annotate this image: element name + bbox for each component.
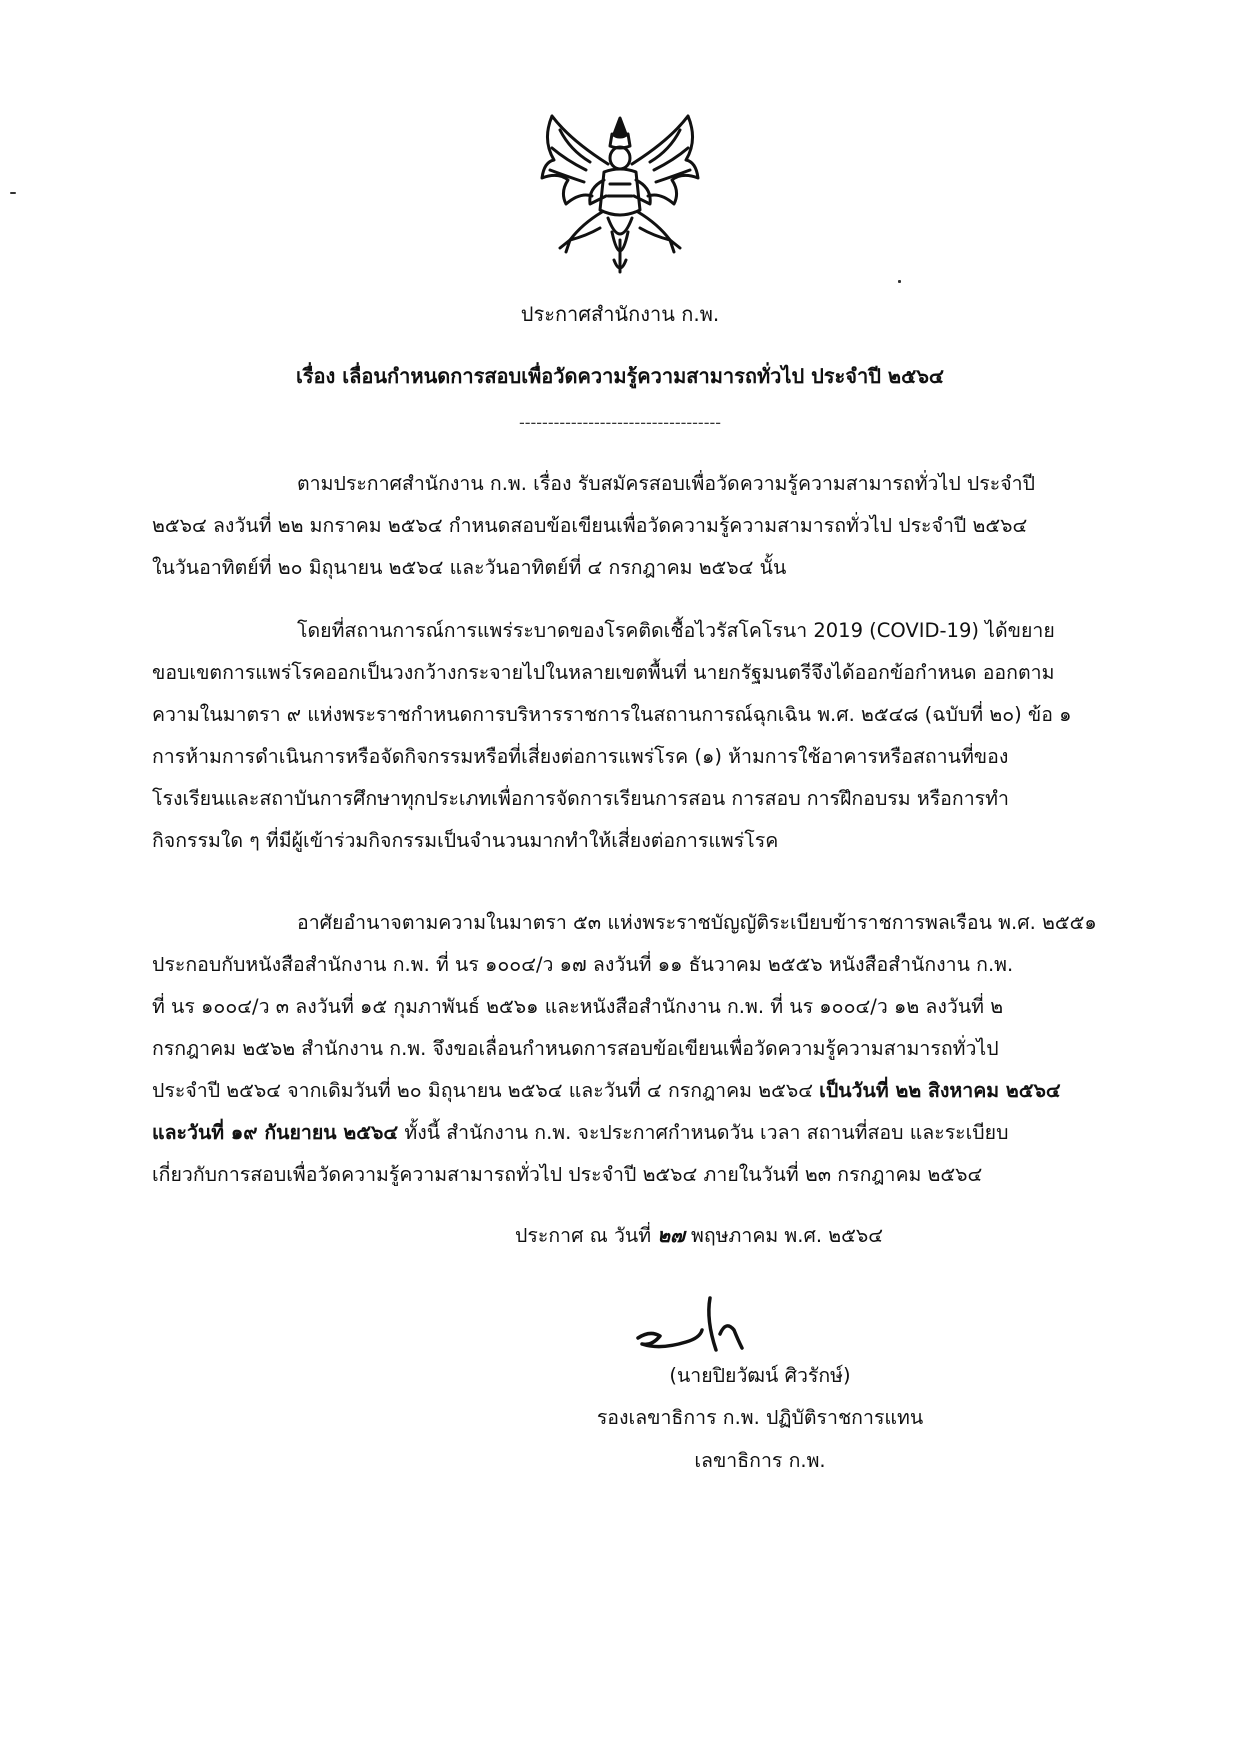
- paragraph-line: ๒๕๖๔ ลงวันที่ ๒๒ มกราคม ๒๕๖๔ กำหนดสอบข้อเขียนเพื่อวัดความรู้ความสามารถทั่วไป ประจำปี ๒๕๖๔: [152, 514, 1028, 537]
- announcement-date: [515, 1220, 883, 1251]
- scan-speck: [898, 280, 901, 283]
- paragraph-original-announcement: [152, 463, 1098, 589]
- garuda-emblem-icon: [530, 100, 710, 280]
- paragraph-covid-situation: [152, 610, 1098, 862]
- scan-speck: [10, 192, 16, 194]
- paragraph-line: กิจกรรมใด ๆ ที่มีผู้เข้าร่วมกิจกรรมเป็นจำนวนมากทำให้เสี่ยงต่อการแพร่โรค: [152, 829, 779, 852]
- paragraph-line: ตามประกาศสำนักงาน ก.พ. เรื่อง รับสมัครสอบเพื่อวัดความรู้ความสามารถทั่วไป ประจำปี: [297, 472, 1035, 495]
- document-title: ประกาศสำนักงาน ก.พ.: [520, 302, 720, 326]
- paragraph-line: ในวันอาทิตย์ที่ ๒๐ มิถุนายน ๒๕๖๔ และวันอาทิตย์ที่ ๔ กรกฎาคม ๒๕๖๔ นั้น: [152, 556, 787, 579]
- new-date-1: เป็นวันที่ ๒๒ สิงหาคม ๒๕๖๔: [819, 1079, 1061, 1102]
- old-dates-text: ประจำปี ๒๕๖๔ จากเดิมวันที่ ๒๐ มิถุนายน ๒๕๖๔ และวันที่ ๔ กรกฎาคม ๒๕๖๔: [152, 1079, 820, 1102]
- paragraph-line: ที่ นร ๑๐๐๔/ว ๓ ลงวันที่ ๑๕ กุมภาพันธ์ ๒๕๖๑ และหนังสือสำนักงาน ก.พ. ที่ นร ๑๐๐๔/ว ๑๒ ลงวันที่ ๒: [152, 995, 1004, 1018]
- paragraph-line: ประกอบกับหนังสือสำนักงาน ก.พ. ที่ นร ๑๐๐๔/ว ๑๗ ลงวันที่ ๑๑ ธันวาคม ๒๕๕๖ หนังสือสำนักงาน ก.พ.: [152, 953, 1014, 976]
- signer-position: รองเลขาธิการ ก.พ. ปฏิบัติราชการแทน: [596, 1406, 924, 1429]
- paragraph-line: [152, 1112, 1098, 1154]
- paragraph-line: กรกฎาคม ๒๕๖๒ สำนักงาน ก.พ. จึงขอเลื่อนกำหนดการสอบข้อเขียนเพื่อวัดความรู้ความสามารถทั่วไป: [152, 1037, 999, 1060]
- announcement-prefix: ประกาศ ณ วันที่: [515, 1224, 658, 1247]
- announcement-month-year: พฤษภาคม พ.ศ. ๒๕๖๔: [684, 1224, 884, 1247]
- paragraph-line: โดยที่สถานการณ์การแพร่ระบาดของโรคติดเชื้อไวรัสโคโรนา 2019 (COVID-19) ได้ขยาย: [297, 619, 1055, 642]
- paragraph-postponement: [152, 902, 1098, 1196]
- paragraph-line: เกี่ยวกับการสอบเพื่อวัดความรู้ความสามารถทั่วไป ประจำปี ๒๕๖๔ ภายในวันที่ ๒๓ กรกฎาคม ๒๕๖๔: [152, 1163, 983, 1186]
- paragraph-line: การห้ามการดำเนินการหรือจัดกิจกรรมหรือที่เสี่ยงต่อการแพร่โรค (๑) ห้ามการใช้อาคารหรือสถานที่ของ: [152, 745, 1009, 768]
- divider-line: -----------------------------------: [518, 413, 722, 432]
- announcement-day-handwritten: ๒๗: [657, 1224, 685, 1247]
- document-subject: เรื่อง เลื่อนกำหนดการสอบเพื่อวัดความรู้ความสามารถทั่วไป ประจำปี ๒๕๖๔: [295, 364, 945, 388]
- paragraph-line: โรงเรียนและสถาบันการศึกษาทุกประเภทเพื่อการจัดการเรียนการสอน การสอบ การฝึกอบรม หรือการทำ: [152, 787, 1009, 810]
- paragraph-line: [152, 1070, 1098, 1112]
- paragraph-line: ความในมาตรา ๙ แห่งพระราชกำหนดการบริหารราชการในสถานการณ์ฉุกเฉิน พ.ศ. ๒๕๔๘ (ฉบับที่ ๒๐) ข้อ ๑: [152, 703, 1072, 726]
- signer-name: (นายปิยวัฒน์ ศิวรักษ์): [669, 1364, 851, 1387]
- signer-title: เลขาธิการ ก.พ.: [694, 1449, 826, 1472]
- notice-text: ทั้งนี้ สำนักงาน ก.พ. จะประกาศกำหนดวัน เวลา สถานที่สอบ และระเบียบ: [398, 1121, 1009, 1144]
- paragraph-line: อาศัยอำนาจตามความในมาตรา ๕๓ แห่งพระราชบัญญัติระเบียบข้าราชการพลเรือน พ.ศ. ๒๕๕๑: [297, 911, 1097, 934]
- paragraph-line: ขอบเขตการแพร่โรคออกเป็นวงกว้างกระจายไปในหลายเขตพื้นที่ นายกรัฐมนตรีจึงได้ออกข้อกำหนด ออกตาม: [152, 661, 1055, 684]
- new-date-2: และวันที่ ๑๙ กันยายน ๒๕๖๔: [152, 1121, 399, 1144]
- signature-image: [630, 1290, 780, 1360]
